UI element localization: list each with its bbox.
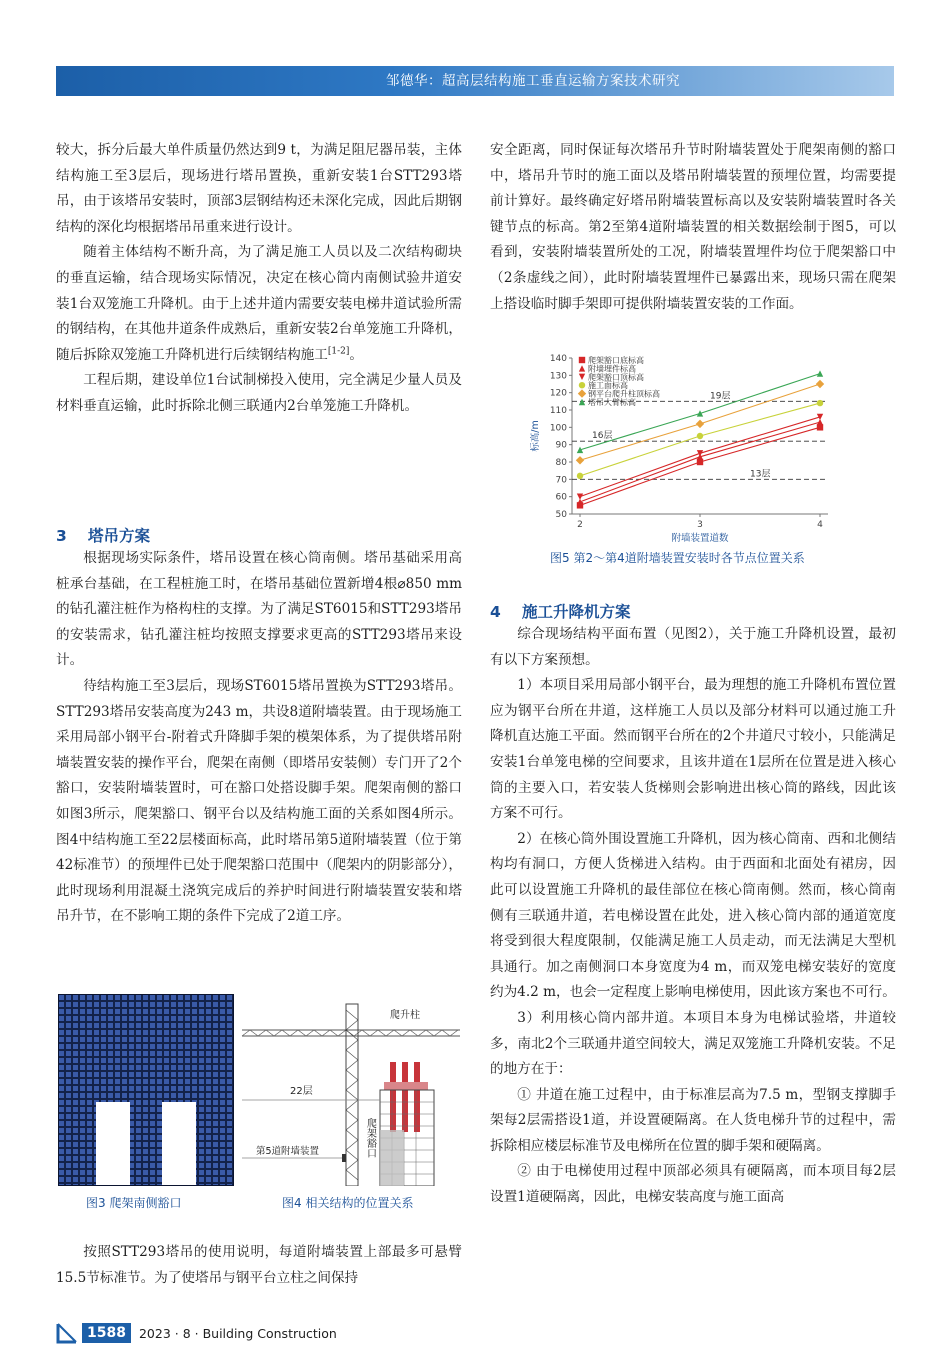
- right-column-sec4: [490, 622, 896, 1211]
- x-tick-label: 4: [817, 520, 823, 530]
- journal-logo-icon: [56, 1322, 78, 1344]
- data-point: [816, 380, 824, 388]
- paragraph: 2）在核心筒外围设置施工升降机，因为核心筒南、西和北侧结构均有洞口，方便人货梯进入结构。由于西面和北面处有裙房，因此可以设置施工升降机的最佳部位在核心筒南侧。然而，核心筒南侧有三联通井道，若电梯设置在此处，进入核心筒内部的通道宽度将受到很大程度限制，仅能满足施工人员走动，而无法满足大型机具通行。加之南侧洞口本身宽度为4 m，而双笼电梯安装好的宽度约为4.2 m，也会一定程度上影响电梯使用，因此该方案也不可行。: [490, 830, 896, 1001]
- legend-entry: 钢平台爬升柱顶标高: [588, 389, 660, 399]
- paragraph: 待结构施工至3层后，现场ST6015塔吊置换为STT293塔吊。STT293塔吊安装高度为243 m，共设8道附墙装置。由于现场施工采用局部小钢平台-附着式升降脚手架的模架体系，为了提供塔吊附墙装置安装的操作平台，爬架在南侧（即塔吊安装侧）专门开了2个豁口，安装附墙装置时，可在豁口处搭设脚手架。爬架南侧的豁口如图3所示，爬架豁口、钢平台以及结构施工面的关系如图4所示。图4中结构施工至22层楼面标高，此时塔吊第5道附墙装置（位于第42标准节）的预埋件已处于爬架豁口范围中（爬架内的阴影部分），此时现场利用混凝土浇筑完成后的养护时间进行附墙装置安装和塔吊升节，在不影响工期的条件下完成了2道工序。: [56, 677, 462, 925]
- tower-crane-illustration: [240, 990, 462, 1186]
- data-point: [579, 399, 585, 405]
- left-column-bottom: [56, 1240, 462, 1291]
- reference-line-label: 16层: [592, 431, 613, 442]
- data-point: [817, 400, 823, 406]
- y-tick-label: 120: [549, 388, 567, 399]
- section-heading: 4 施工升降机方案: [490, 603, 631, 621]
- data-point: [577, 473, 583, 479]
- paragraph: 根据现场实际条件，塔吊设置在核心筒南侧。塔吊基础采用高桩承台基础，在工程桩施工时，在塔吊基础位置新增4根⌀850 mm的钻孔灌注桩作为格构柱的支撑。为了满足ST6015和STT293塔吊的安装需求，钻孔灌注桩均按照支撑要求更高的STT293塔吊来设计。: [56, 550, 462, 669]
- fig4-label-column: 爬升柱: [390, 1010, 420, 1021]
- paragraph: 随着主体结构不断升高，为了满足施工人员以及二次结构砌块的垂直运输，结合现场实际情况，决定在核心筒内南侧试验井道安装1台双笼施工升降机。由于上述井道内需要安装电梯井道试验所需的钢结构，在其他井道条件成熟后，重新安装2台单笼施工升降机，随后拆除双笼施工升降机进行后续钢结构施工[1-2]。: [56, 244, 462, 363]
- data-point: [817, 414, 823, 420]
- data-point: [578, 389, 586, 397]
- reference-line-label: 13层: [750, 469, 771, 480]
- legend-entry: 塔吊大臂标高: [588, 398, 636, 407]
- scaffold-illustration: [58, 994, 234, 1186]
- paragraph: 较大，拆分后最大单件质量仍然达到9 t，为满足阻尼器吊装，主体结构施工至3层后，现场进行塔吊置换，重新安装1台STT293塔吊，由于该塔吊安装时，顶部3层钢结构还未深化完成，因此后期钢结构的深化均根据塔吊吊重来进行设计。: [56, 142, 462, 235]
- figure-4: [240, 990, 462, 1186]
- fig4-label-wall: 第5道附墙装置: [256, 1146, 320, 1157]
- data-point: [579, 365, 585, 371]
- y-tick-label: 110: [549, 406, 567, 416]
- paragraph: ② 由于电梯使用过程中顶部必须具有硬隔离，而本项目每2层设置1道硬隔离，因此，电梯安装高度与施工面高: [490, 1163, 896, 1206]
- data-point: [577, 447, 583, 453]
- running-header: 邹德华：超高层结构施工垂直运输方案技术研究: [386, 73, 680, 89]
- data-point: [579, 374, 585, 380]
- figure-caption: 图5 第2～第4道附墙装置安装时各节点位置关系: [550, 551, 805, 565]
- section-heading: 3 塔吊方案: [56, 527, 151, 545]
- x-tick-label: 2: [577, 520, 583, 530]
- paragraph: 安全距离，同时保证每次塔吊升节时附墙装置处于爬架南侧的豁口中，塔吊升节时的施工面以及塔吊附墙装置的预埋位置，均需要提前计算好。最终确定好塔吊附墙装置标高以及安装附墙装置时各关键节点的标高。第2至第4道附墙装置的相关数据绘制于图5，可以看到，安装附墙装置所处的工况，附墙装置埋件均位于爬架豁口中（2条虚线之间），此时附墙装置埋件已暴露出来，现场只需在爬架上搭设临时脚手架即可提供附墙装置安装的工作面。: [490, 142, 896, 312]
- data-point: [697, 433, 703, 439]
- figure-5-chart: [530, 344, 840, 544]
- x-axis-label: 附墙装置道数: [671, 533, 729, 544]
- right-column: [490, 138, 896, 317]
- y-axis-label: 标高/m: [530, 420, 541, 452]
- page-number: 1588: [82, 1323, 131, 1343]
- data-point: [697, 450, 703, 456]
- y-tick-label: 60: [555, 492, 567, 503]
- x-tick-label: 3: [697, 520, 703, 530]
- journal-info: 2023 · 8 · Building Construction: [138, 1325, 337, 1341]
- figure-caption: 图3 爬架南侧豁口: [86, 1196, 182, 1210]
- paragraph: 工程后期，建设单位1台试制梯投入使用，完全满足少量人员及材料垂直运输，此时拆除北侧三联通内2台单笼施工升降机。: [56, 372, 462, 414]
- reference-line-label: 19层: [710, 391, 731, 402]
- legend-entry: 爬架豁口底标高: [588, 356, 644, 365]
- figure-3: [58, 994, 234, 1186]
- legend-entry: 附墙埋件标高: [588, 364, 636, 374]
- paragraph: 1）本项目采用局部小钢平台，最为理想的施工升降机布置位置应为钢平台所在井道，这样施工人员以及部分材料可以通过施工升降机直达施工平面。然而钢平台所在的2个井道尺寸较小，只能满足安装1台单笼电梯的空间要求，且该井道在1层所在位置是进入核心筒的主要入口，若安装人货梯则会影响进出核心筒的路线，因此该方案不可行。: [490, 677, 896, 822]
- line-chart: [530, 344, 840, 544]
- data-point: [579, 382, 585, 388]
- figure-caption: 图4 相关结构的位置关系: [282, 1196, 414, 1210]
- fig4-label-gap: 爬架豁口: [364, 1118, 376, 1158]
- y-tick-label: 140: [549, 354, 567, 364]
- paragraph: 综合现场结构平面布置（见图2），关于施工升降机设置，最初有以下方案预想。: [490, 626, 896, 668]
- fig4-label-floor: 22层: [290, 1086, 313, 1097]
- paragraph: 3）利用核心筒内部井道。本项目本身为电梯试验塔，井道较多，南北2个三联通井道空间较大，满足双笼施工升降机安装。不足的地方在于：: [490, 1009, 896, 1078]
- y-tick-label: 50: [555, 510, 567, 520]
- citation: [1-2]: [327, 346, 350, 357]
- data-point: [817, 370, 823, 376]
- data-point: [696, 420, 704, 428]
- y-tick-label: 80: [555, 458, 567, 468]
- footer: [56, 1320, 337, 1346]
- y-tick-label: 100: [549, 423, 567, 434]
- data-point: [576, 456, 584, 464]
- data-point: [579, 357, 585, 363]
- data-point: [697, 410, 703, 416]
- y-tick-label: 70: [555, 475, 567, 486]
- data-point: [577, 493, 583, 499]
- paragraph: ① 井道在施工过程中，由于标准层高为7.5 m，型钢支撑脚手架每2层需搭设1道，并设置硬隔离。在人货电梯升节的过程中，需拆除相应楼层标准节及电梯所在位置的脚手架和硬隔离。: [490, 1086, 896, 1154]
- y-tick-label: 90: [555, 440, 567, 451]
- left-column-sec3: [56, 546, 462, 930]
- y-tick-label: 130: [549, 371, 567, 382]
- legend-entry: 施工面标高: [588, 381, 628, 391]
- left-column: [56, 138, 462, 420]
- paragraph: 按照STT293塔吊的使用说明，每道附墙装置上部最多可悬臂15.5节标准节。为了使塔吊与钢平台立柱之间保持: [56, 1244, 462, 1286]
- legend-entry: 爬架豁口顶标高: [588, 372, 644, 382]
